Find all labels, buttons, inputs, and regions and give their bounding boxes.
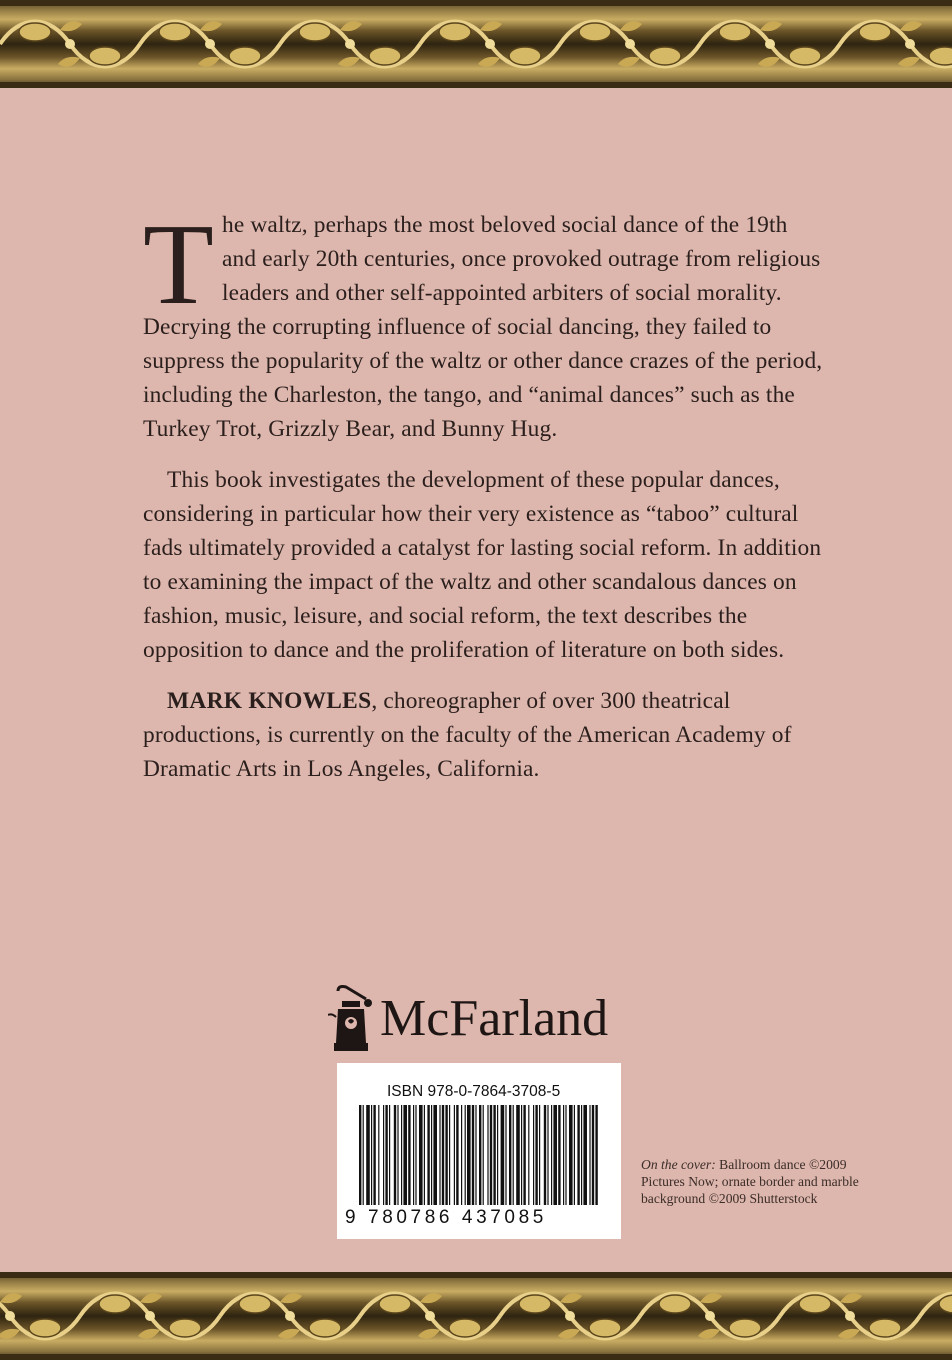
barcode-bar [589, 1105, 590, 1205]
lantern-icon [328, 985, 374, 1055]
barcode-bar [528, 1105, 529, 1205]
barcode-bar [363, 1105, 364, 1205]
barcode-bar [449, 1105, 450, 1205]
barcode-bar [565, 1105, 566, 1205]
barcode-bar [424, 1105, 425, 1205]
publisher-logo [328, 985, 638, 1055]
barcode-bar [558, 1105, 560, 1205]
barcode-bars [357, 1105, 601, 1205]
author-bio [143, 684, 823, 786]
barcode-bar [493, 1105, 495, 1205]
barcode-bar [553, 1105, 557, 1205]
barcode-bar [439, 1105, 440, 1205]
barcode-bar [403, 1105, 407, 1205]
barcode-bar [509, 1105, 511, 1205]
author-name: MARK KNOWLES [167, 688, 372, 714]
barcode-bar [442, 1105, 444, 1205]
barcode-bar [535, 1105, 537, 1205]
description-paragraph-1 [143, 201, 823, 446]
barcode-bar [563, 1105, 564, 1205]
barcode-bar [431, 1105, 432, 1205]
barcode-bar [497, 1105, 498, 1205]
barcode-bar [383, 1105, 384, 1205]
barcode-bar [472, 1105, 474, 1205]
barcode-bar [433, 1105, 437, 1205]
barcode-bar [454, 1105, 455, 1205]
barcode-bar [521, 1105, 522, 1205]
barcode-bar [378, 1105, 379, 1205]
barcode-bar [501, 1105, 505, 1205]
barcode-bar [401, 1105, 402, 1205]
isbn-number: ISBN 978-0-7864-3708-5 [387, 1083, 561, 1100]
cover-credit [641, 1156, 861, 1207]
barcode-bar [461, 1105, 462, 1205]
barcode-bar [581, 1105, 582, 1205]
barcode-bar [505, 1105, 506, 1205]
barcode-bar [408, 1105, 410, 1205]
barcode-bar [413, 1105, 414, 1205]
barcode-bar [445, 1105, 447, 1205]
barcode-label [337, 1063, 621, 1239]
barcode-bar [467, 1105, 471, 1205]
drop-cap: T [143, 201, 215, 329]
barcode-bar [359, 1105, 361, 1205]
barcode-bar [577, 1105, 579, 1205]
barcode-bar [366, 1105, 370, 1205]
barcode-bar [487, 1105, 488, 1205]
barcode-bar [583, 1105, 587, 1205]
ornament-pattern-top [0, 0, 952, 88]
barcode-bar [533, 1105, 534, 1205]
barcode-bar [479, 1105, 481, 1205]
barcode-bar [592, 1105, 594, 1205]
author-bio-text: , choreographer of over 300 theatrical productions, is currently on the faculty of the American Academy of Dramatic Arts in Los Angeles, California. [143, 688, 792, 782]
barcode-bar [490, 1105, 492, 1205]
barcode-bar [551, 1105, 552, 1205]
barcode-bar [595, 1105, 597, 1205]
barcode-bar [516, 1105, 520, 1205]
barcode-bar [389, 1105, 390, 1205]
barcode-bar [539, 1105, 540, 1205]
barcode-bar [397, 1105, 398, 1205]
barcode-bar [371, 1105, 372, 1205]
description-paragraph-2: This book investigates the development of these popular dances, considering in particular how their very existence as “taboo” cultural fads ultimately provided a catalyst for lasting social reform. In addition to examining the impact of the waltz and other scandalous dances on fashion, music, leisure, and social reform, the text describes the opposition to dance and the proliferation of literature on both sides. [143, 467, 822, 663]
barcode-bar [456, 1105, 458, 1205]
barcode-bar [415, 1105, 416, 1205]
ornate-border-bottom [0, 1272, 952, 1360]
barcode-bar [373, 1105, 375, 1205]
ornate-border-top [0, 0, 952, 88]
barcode-bar [574, 1105, 575, 1205]
barcode-bar [544, 1105, 546, 1205]
barcode-bar [523, 1105, 525, 1205]
barcode-bar [483, 1105, 484, 1205]
barcode-bar [513, 1105, 514, 1205]
barcode-bar [385, 1105, 387, 1205]
barcode-bar [419, 1105, 423, 1205]
publisher-name: McFarland [380, 990, 609, 1047]
barcode-bar [427, 1105, 429, 1205]
cover-credit-label: On the cover: [641, 1157, 716, 1172]
barcode-digits: 9 780786 437085 [345, 1207, 547, 1228]
barcode-bar [547, 1105, 548, 1205]
cover-credit-text: Ballroom dance ©2009 Pictures Now; ornate border and marble background ©2009 Shutterstock [641, 1157, 859, 1206]
barcode-bar [394, 1105, 396, 1205]
back-cover-text [143, 201, 823, 803]
barcode-bar [465, 1105, 466, 1205]
barcode-bar [569, 1105, 573, 1205]
ornament-pattern-bottom [0, 1272, 952, 1360]
barcode-bar [475, 1105, 476, 1205]
paragraph-1-text: he waltz, perhaps the most beloved social dance of the 19th and early 20th centuries, once provoked outrage from religious leaders and other self-appointed arbiters of social morality. Decrying the corrupting influence of social dancing, they failed to suppress the popularity of the waltz or other dance crazes of the period, including the Charleston, the tango, and “animal dances” such as the Turkey Trot, Grizzly Bear, and Bunny Hug. [143, 212, 823, 442]
